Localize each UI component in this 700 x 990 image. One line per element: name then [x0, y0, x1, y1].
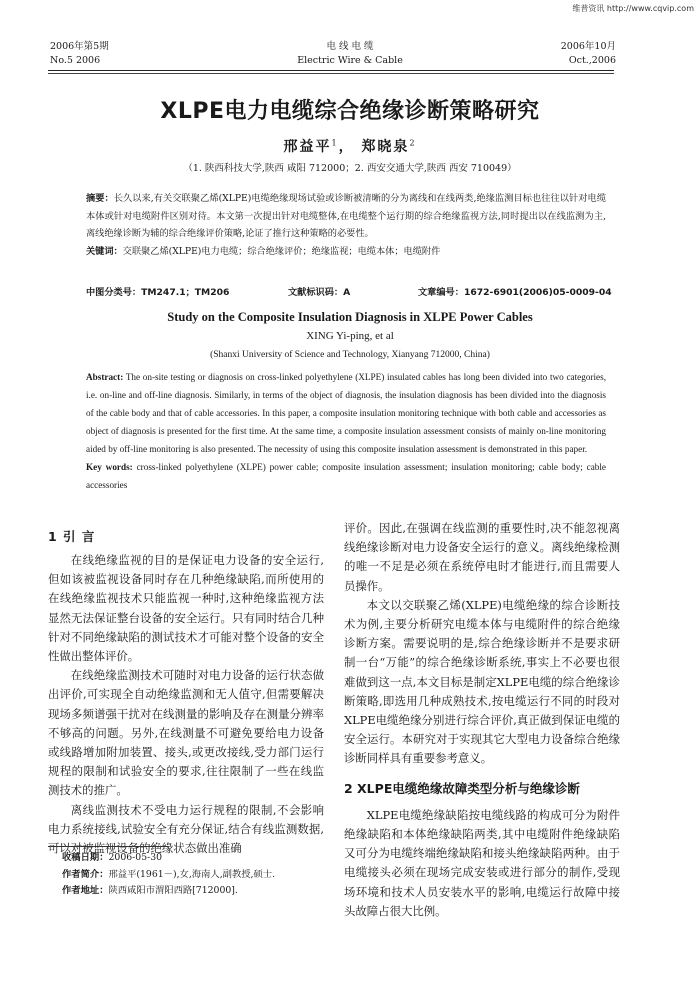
english-keywords-label: Key words: — [86, 462, 133, 472]
issue-line-cn: 2006年第5期 — [50, 41, 109, 52]
received-date — [62, 850, 332, 867]
left-paragraph-3: 离线监测技术不受电力运行规程的限制,不会影响电力系统接线,试验安全有充分保证,结合有线监测数据,可以对被监视设备的绝缘状态做出准确 — [48, 802, 324, 856]
section-1-heading: 1 引 言 — [48, 529, 96, 544]
art-value: 1672-6901(2006)05-0009-04 — [463, 287, 612, 298]
left-paragraph-2: 在线绝缘监测技术可随时对电力设备的运行状态做出评价,可实现全自动绝缘监测和无人值守,但需要解决现场多频谱强干扰对在线测量的影响及存在测量分辨率不够高的问题。另外,在线测量不可避免要给电力设备或线路增加附加装置、接头,或更改接线,受力部门运行规程的限制和试验安全的要求,往往限制了一些在线监测技术的推广。 — [48, 668, 324, 798]
footnote — [62, 850, 332, 900]
paper-title: XLPE电力电缆综合绝缘诊断策略研究 — [160, 99, 540, 124]
issue-line-en: No.5 2006 — [50, 55, 101, 66]
keywords-cn — [86, 243, 606, 261]
date-line-cn: 2006年10月 — [560, 41, 616, 52]
affiliation: （1. 陕西科技大学,陕西 咸阳 712000；2. 西安交通大学,陕西 西安 710049） — [183, 163, 517, 174]
right-paragraph-1: 评价。因此,在强调在线监测的重要性时,决不能忽视离线绝缘诊断对电力设备安全运行的意义。离线绝缘检测的唯一不足是必须在系统停电时才能进行,而且需要人员操作。 — [344, 521, 620, 593]
doc-value: A — [343, 287, 351, 298]
doc-label: 文献标识码： — [288, 287, 344, 298]
right-paragraph-2: 本文以交联聚乙烯(XLPE)电缆绝缘的综合诊断技术为例,主要分析研究电缆本体与电缆附件的综合绝缘诊断方案。需要说明的是,综合绝缘诊断并不是要求研制一台“万能”的综合绝缘诊断系统,事实上不必要也很难做到这一点,本文目标是制定XLPE电缆的综合绝缘诊断策略,即选用几种成熟技术,按电缆运行不同的时段对XLPE电缆绝缘分别进行综合评价,真正做到保证电缆的安全运行。本研究对于实现其它大型电力设备综合绝缘诊断同样具有重要参考意义。 — [344, 597, 620, 766]
right-column — [344, 519, 620, 921]
abstract-cn-text: 长久以来,有关交联聚乙烯(XLPE)电缆绝缘现场试验或诊断被清晰的分为离线和在线两类,绝缘监测目标也往往以针对电缆本体或针对电缆附件区别对待。本文第一次提出针对电缆整体,在电缆整个运行期的综合绝缘监视方法,同时提出以在线监测为主,离线绝缘诊断为辅的综合绝缘评价策略,论证了推行这种策略的必要性。 — [86, 193, 607, 239]
art-label: 文章编号： — [418, 287, 464, 298]
bio-label: 作者简介： — [62, 868, 109, 880]
english-keywords-text: cross-linked polyethylene (XLPE) power cable; composite insulation assessment; insulation monitoring; cable body; cable accessories — [86, 462, 606, 490]
left-paragraph-1: 在线绝缘监视的目的是保证电力设备的安全运行,但如该被监视设备同时存在几种绝缘缺陷,而所使用的在线绝缘监视技术只能监视一种时,这种绝缘监视方法显然无法保证整台设备的安全运行。只有同时结合几种针对不同绝缘缺陷的测试技术才可能对整个设备的安全性做出整体评价。 — [48, 553, 324, 664]
received-value: 2006-05-30 — [108, 852, 163, 863]
author-address — [62, 883, 332, 900]
right-paragraph-3: XLPE电缆绝缘缺陷按电缆线路的构成可分为附件绝缘缺陷和本体绝缘缺陷两类,其中电缆附件绝缘缺陷又可分为电缆终端绝缘缺陷和接头绝缘缺陷两种。由于电缆接头必须在现场完成安装或进行部分的制作,受现场环境和技术人员安装水平的影响,电缆运行故障中接头故障占很大比例。 — [344, 807, 620, 918]
header-rule-thin — [48, 73, 614, 74]
left-column — [48, 551, 324, 858]
author-1-mark: 1 — [331, 138, 339, 148]
article-number — [418, 286, 612, 300]
english-keywords — [86, 458, 606, 494]
received-label: 收稿日期： — [62, 852, 109, 863]
doc-code — [288, 286, 350, 300]
date-line-en: Oct.,2006 — [568, 55, 616, 66]
footnote-rule — [48, 846, 168, 847]
english-author: XING Yi-ping, et al — [306, 330, 394, 342]
clc-value: TM247.1；TM206 — [141, 287, 230, 298]
english-abstract-text: The on-site testing or diagnosis on cross-linked polyethylene (XLPE) insulated cables has long been divided into two categories, i.e. on-line and off-line diagnosis. Similarly, in terms of the object of diagnosis, the insulation diagnosis has been divided into the diagnosis of the cable body and that of cable accessories. In this paper, a composite insulation monitoring technique with both cable and accessories as object of diagnosis is presented for the first time. At the same time, a composite insulation assessment consists of mainly on-line monitoring aided by off-line monitoring is also presented. The necessity of using this composite insulation assessment is demonstrated in this paper. — [86, 372, 606, 454]
abstract-cn-body — [86, 190, 606, 243]
english-abstract-label: Abstract: — [86, 372, 124, 382]
clc-label: 中图分类号： — [86, 287, 142, 298]
english-title: Study on the Composite Insulation Diagnosis in XLPE Power Cables — [167, 310, 533, 324]
section-2-heading: 2 XLPE电缆绝缘故障类型分析与绝缘诊断 — [344, 780, 580, 796]
author-bio — [62, 867, 332, 884]
journal-name-en: Electric Wire & Cable — [297, 55, 403, 66]
journal-name-cn: 电 线 电 缆 — [326, 41, 374, 52]
watermark: 维普资讯 http://www.cqvip.com — [572, 4, 694, 13]
abstract-cn-label: 摘要： — [86, 193, 114, 204]
address-label: 作者地址： — [62, 885, 109, 896]
english-abstract — [86, 368, 606, 458]
english-affiliation: (Shanxi University of Science and Technology, Xianyang 712000, China) — [210, 350, 490, 360]
author-1: 邢益平 — [283, 139, 332, 155]
clc-number — [86, 286, 229, 300]
address-value: 陕西咸阳市渭阳西路[712000]. — [108, 885, 238, 896]
bio-value: 邢益平(1961－),女,海南人,副教授,硕士. — [108, 868, 276, 880]
journal-date — [561, 40, 616, 68]
abstract-cn — [86, 190, 606, 260]
header-rule — [48, 70, 614, 71]
keywords-cn-label: 关键词： — [86, 245, 123, 257]
author-line — [0, 136, 700, 156]
author-2: 郑晓泉 — [361, 139, 410, 155]
keywords-cn-text: 交联聚乙烯(XLPE)电力电缆；综合绝缘评价；绝缘监视；电缆本体；电缆附件 — [122, 245, 441, 257]
author-2-mark: 2 — [409, 138, 417, 148]
author-separator: ， — [338, 139, 355, 155]
